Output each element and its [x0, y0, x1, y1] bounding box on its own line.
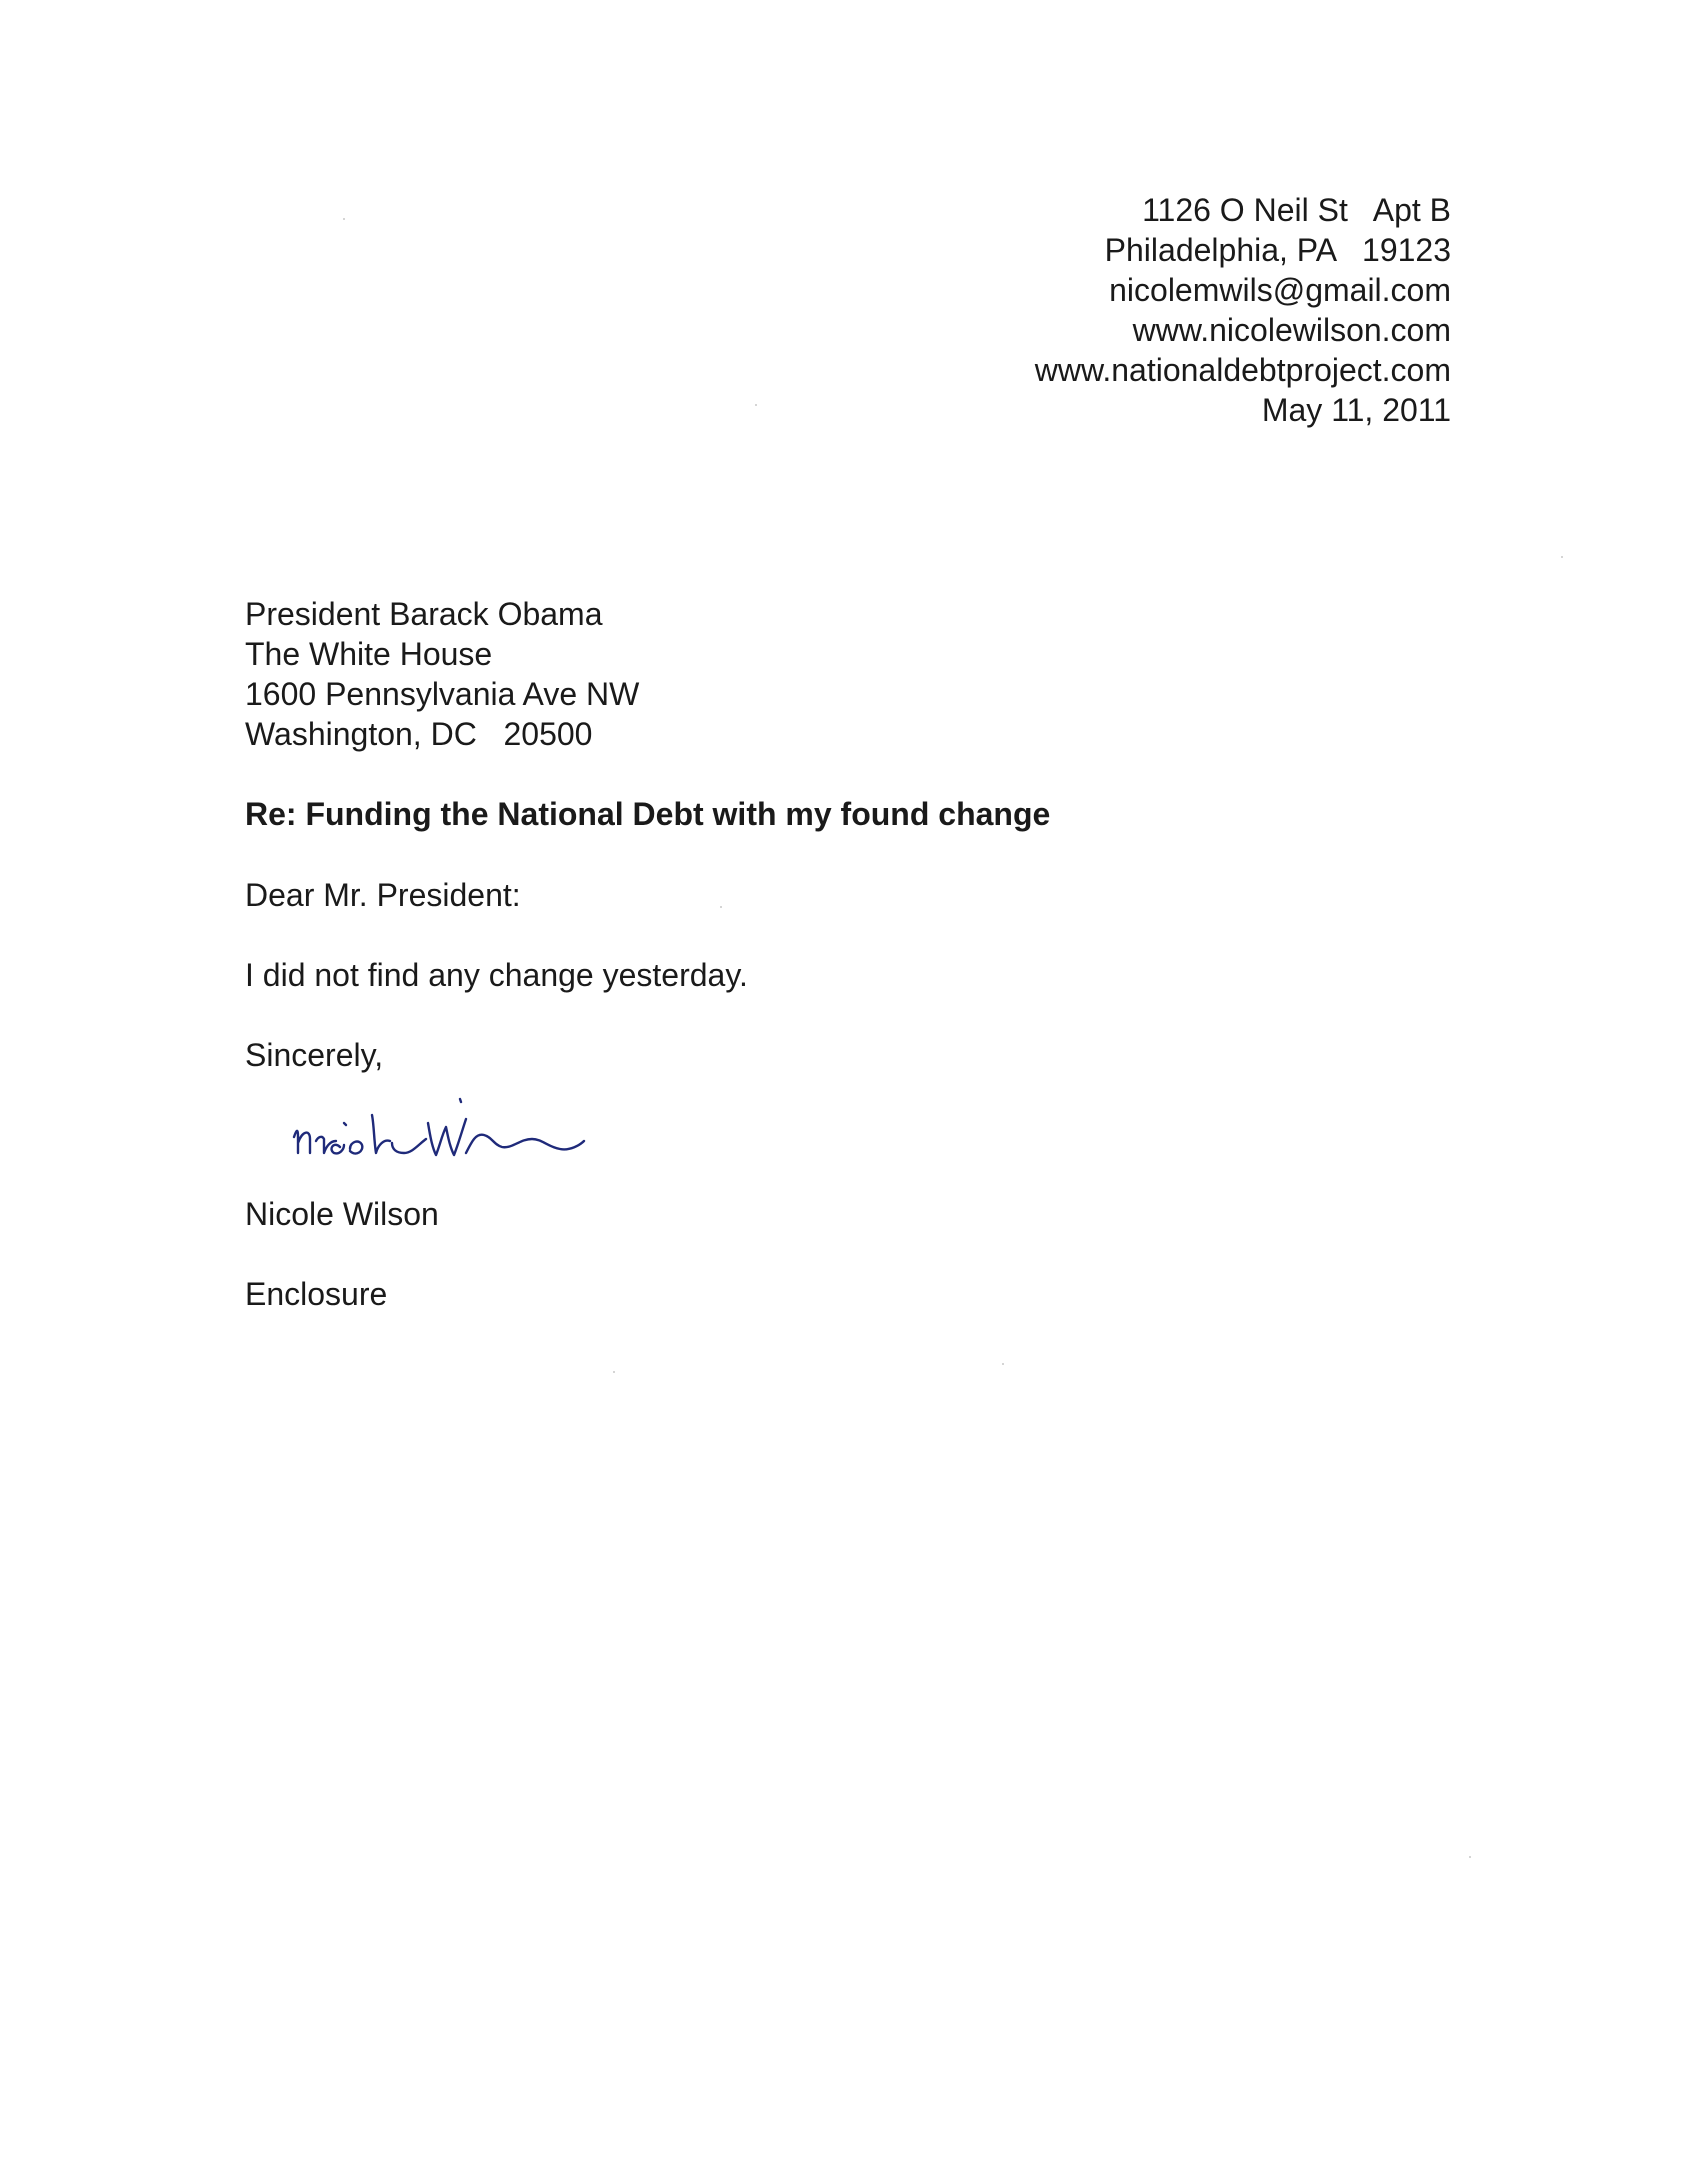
scan-speck	[343, 218, 345, 220]
scan-speck	[1561, 556, 1563, 558]
sender-city: Philadelphia, PA 19123	[1104, 232, 1451, 268]
scan-speck	[720, 906, 722, 908]
recipient-organization: The White House	[245, 636, 493, 672]
letter-body: I did not find any change yesterday.	[245, 957, 748, 993]
scan-speck	[1469, 1856, 1471, 1858]
recipient-city: Washington, DC 20500	[245, 716, 593, 752]
sender-website-project: www.nationaldebtproject.com	[1034, 352, 1451, 388]
enclosure-note: Enclosure	[245, 1276, 388, 1312]
recipient-name: President Barack Obama	[245, 596, 603, 632]
sender-email: nicolemwils@gmail.com	[1109, 272, 1451, 308]
scan-speck	[755, 404, 757, 406]
subject-line: Re: Funding the National Debt with my found change	[245, 796, 1051, 832]
sender-street: 1126 O Neil St Apt B	[1142, 192, 1451, 228]
recipient-address-block	[245, 594, 639, 754]
letter-date: May 11, 2011	[1261, 392, 1451, 428]
sender-website-personal: www.nicolewilson.com	[1132, 312, 1451, 348]
signer-name: Nicole Wilson	[245, 1196, 439, 1232]
scan-speck	[1002, 1363, 1004, 1365]
handwritten-signature	[280, 1075, 680, 1185]
sender-address-block	[1035, 190, 1451, 430]
salutation: Dear Mr. President:	[245, 877, 521, 913]
recipient-street: 1600 Pennsylvania Ave NW	[245, 676, 640, 712]
scan-speck	[613, 1371, 615, 1373]
closing: Sincerely,	[245, 1037, 384, 1073]
